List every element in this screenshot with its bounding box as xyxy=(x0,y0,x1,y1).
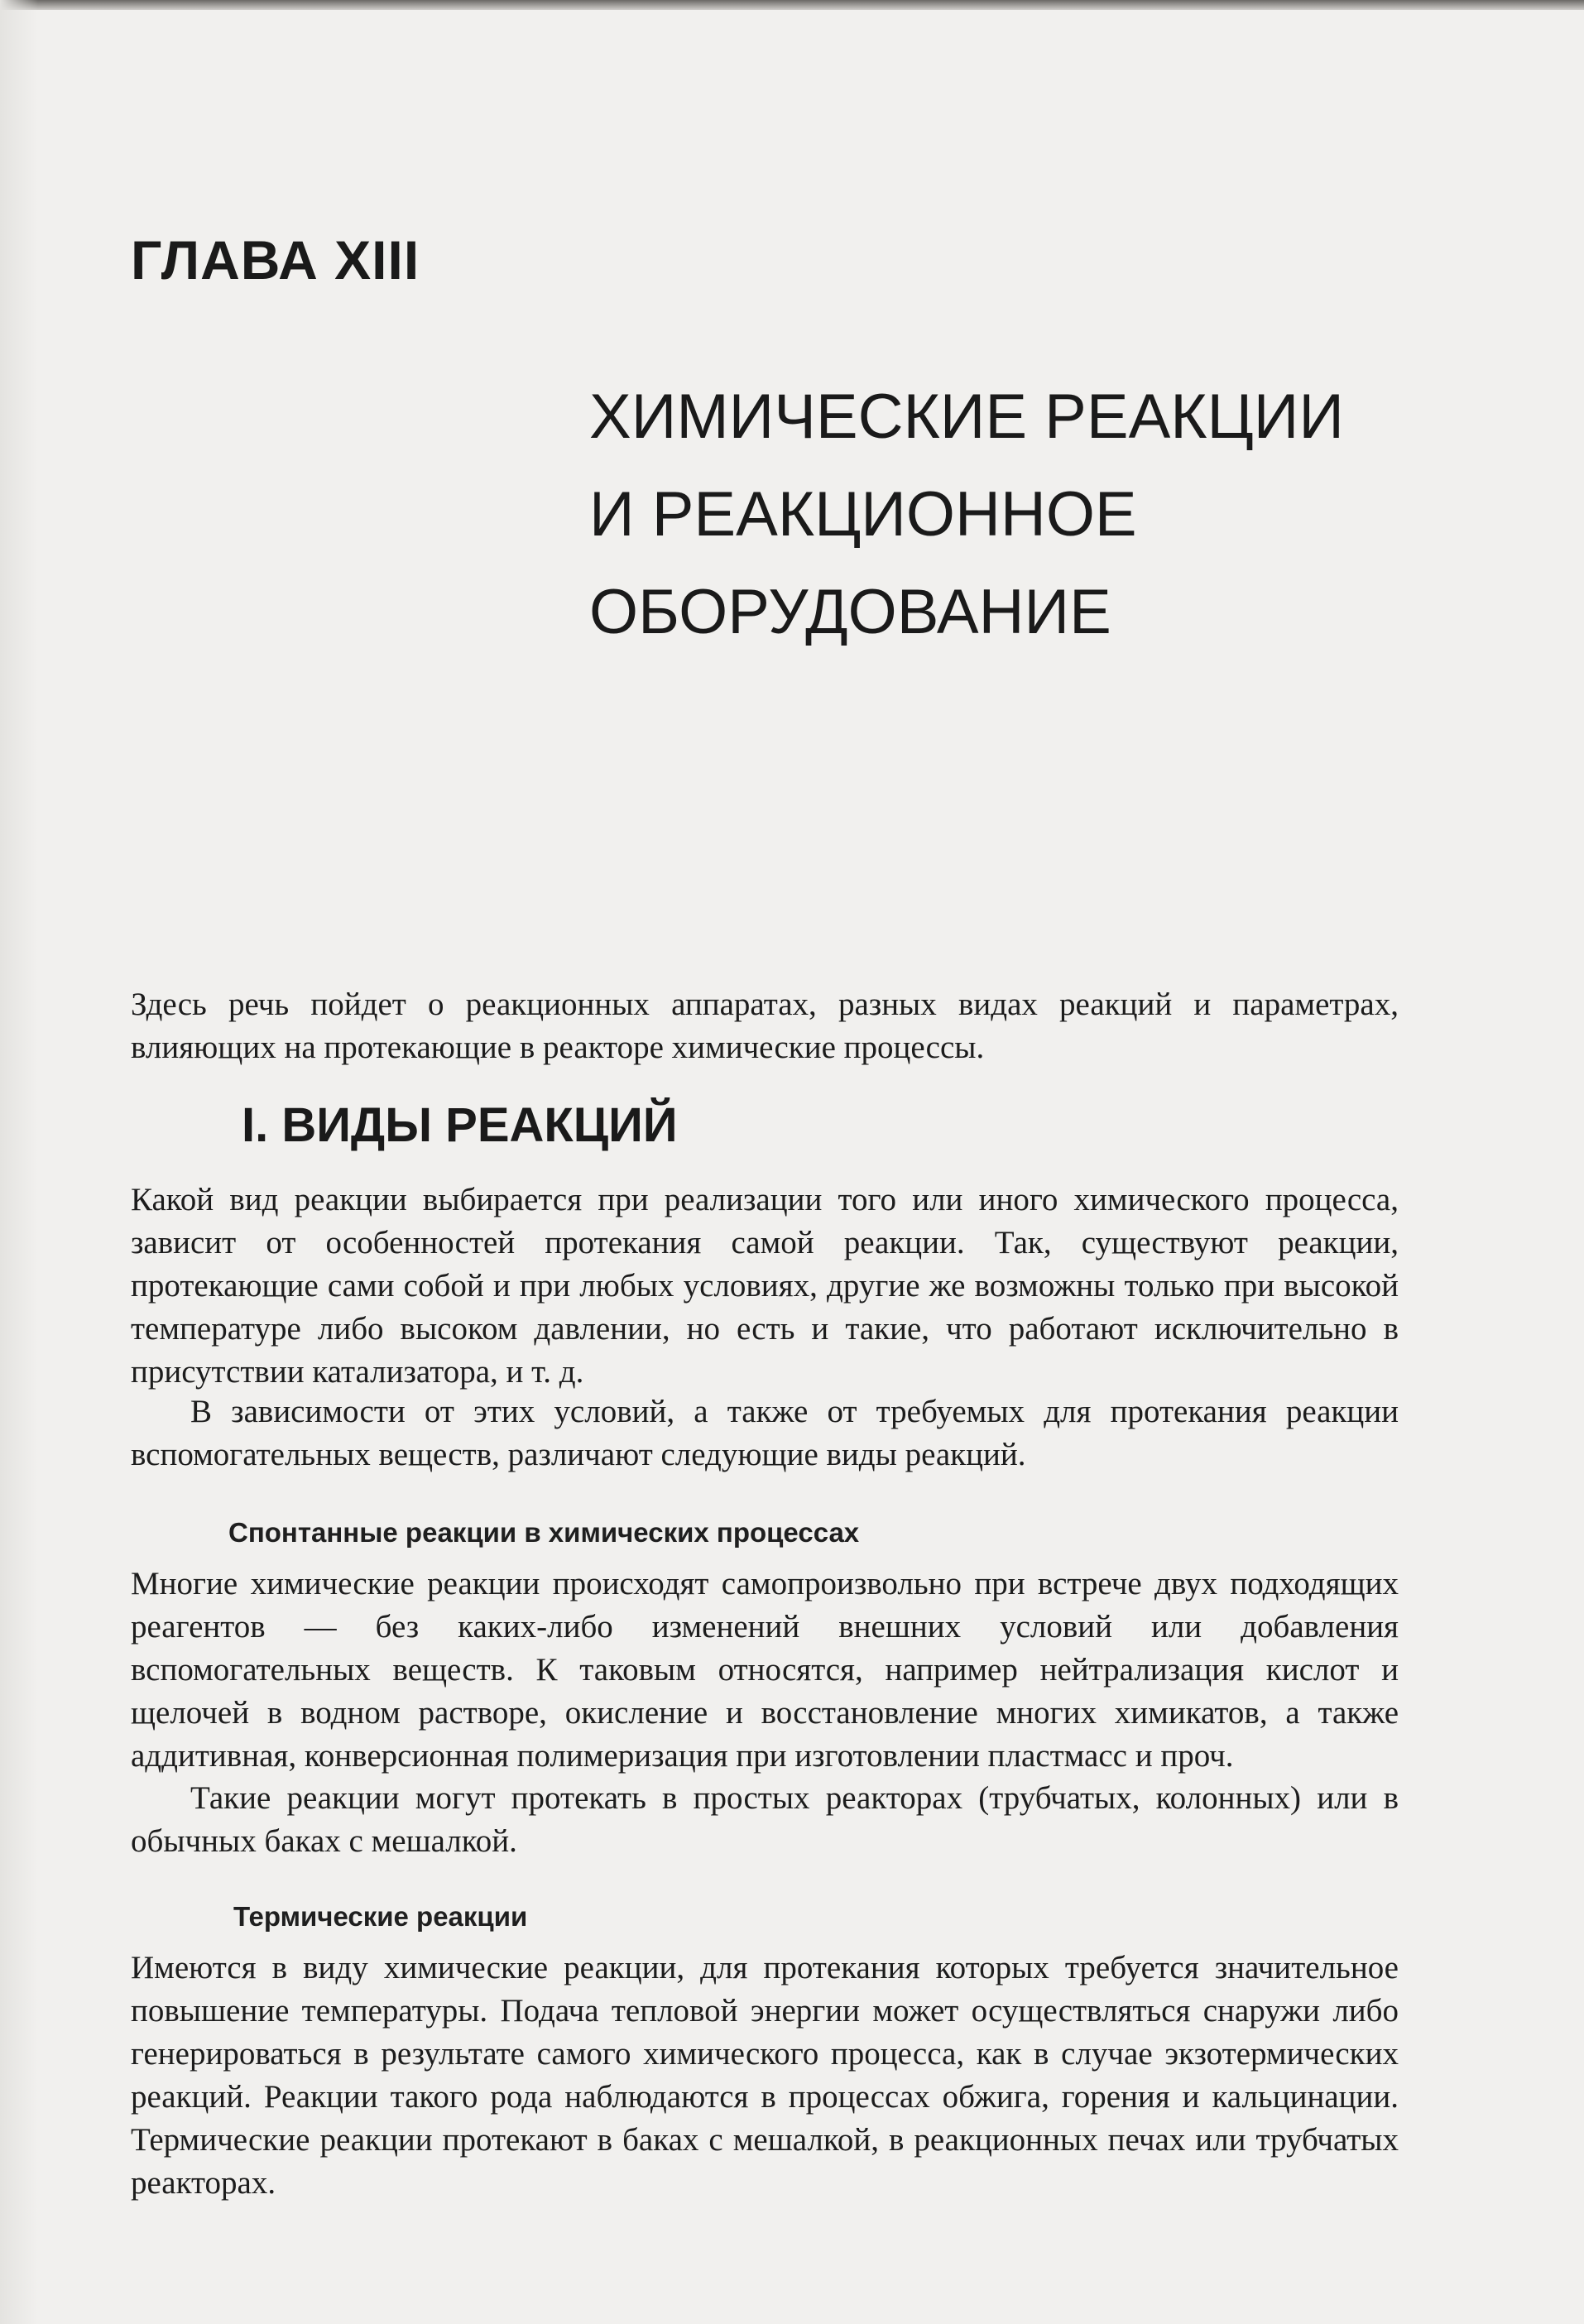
body-paragraph: В зависимости от этих условий, а также от требуемых для протекания реакции вспомогательных веществ, различают следующие виды реакций. xyxy=(131,1394,1399,1472)
body-paragraph: Многие химические реакции происходят самопроизвольно при встрече двух подходящих реагентов — без каких-либо изменений внешних условий или добавления вспомогательных веществ. К таковым относятся, например нейтрализация кислот и щелочей в водном растворе, окисление и восстановление многих химикатов, а также аддитивная, конверсионная полимеризация при изготовлении пластмасс и проч. xyxy=(131,1566,1399,1774)
body-paragraph: Какой вид реакции выбирается при реализации того или иного химического процесса, зависит от особенностей протекания самой реакции. Так, существуют реакции, протекающие сами собой и при любых условиях, другие же возможны только при высокой температуре либо высоком давлении, но есть и такие, что работают исключительно в присутствии катализатора, и т. д. xyxy=(131,1182,1399,1390)
chapter-title-line: ОБОРУДОВАНИЕ xyxy=(589,577,1111,647)
body-paragraph: Такие реакции могут протекать в простых реакторах (трубчатых, колонных) или в обычных баках с мешалкой. xyxy=(131,1780,1399,1859)
subsection-heading: Термические реакции xyxy=(233,1901,528,1932)
section-heading: I. ВИДЫ РЕАКЦИЙ xyxy=(242,1098,678,1152)
chapter-label: ГЛАВА XIII xyxy=(131,229,420,290)
page-top-edge xyxy=(0,0,1584,10)
page-binding-shadow xyxy=(0,0,38,2324)
chapter-title-line: И РЕАКЦИОННОЕ xyxy=(589,479,1137,550)
chapter-title-line: ХИМИЧЕСКИЕ РЕАКЦИИ xyxy=(589,382,1344,452)
subsection-heading: Спонтанные реакции в химических процессах xyxy=(228,1517,860,1548)
chapter-title xyxy=(589,368,1417,661)
intro-paragraph: Здесь речь пойдет о реакционных аппаратах, разных видах реакций и параметрах, влияющих на протекающие в реакторе химические процессы. xyxy=(131,987,1399,1065)
body-paragraph: Имеются в виду химические реакции, для протекания которых требуется значительное повышение температуры. Подача тепловой энергии может осуществляться снаружи либо генерироваться в результате самого химического процесса, как в случае экзотермических реакций. Реакции такого рода наблюдаются в процессах обжига, горения и кальцинации. Термические реакции протекают в баках с мешалкой, в реакционных печах или трубчатых реакторах. xyxy=(131,1950,1399,2201)
